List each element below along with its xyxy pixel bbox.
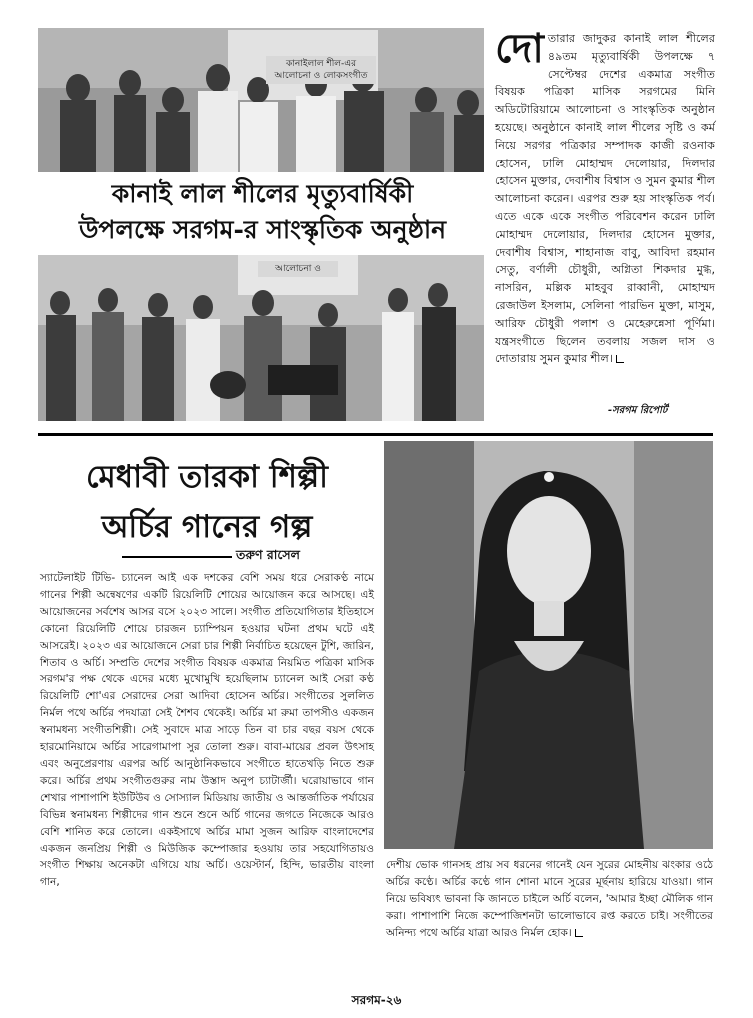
artist-portrait-photo [384,441,713,849]
banner-line-2: আলোচনা ও লোকসংগীত [274,71,368,81]
story2-headline-line1: মেধাবী তারকা শিল্পী [85,459,329,495]
section-divider [38,433,713,436]
event-photo-performance [38,255,484,421]
page-number: সরগম-২৬ [351,993,402,1007]
story2-headline-line2: অর্চির গানের গল্প [101,509,313,545]
photo-banner-text [266,56,376,84]
story1-headline-line1: কানাই লাল শীলের মৃত্যুবার্ষিকী [111,179,414,208]
story1-dropcap: দো [495,25,544,72]
end-mark-icon [616,355,624,363]
photo2-banner-text: আলোচনা ও [258,261,338,277]
story1-credit: -সরগম রিপোর্ট [608,405,668,416]
story2-headline [40,452,374,552]
banner-line-1: কানাইলাল শীল-এর [285,59,357,69]
byline-rule [122,556,232,558]
story1-body [495,25,715,368]
story1-headline [40,176,485,248]
event-photo-top [38,28,484,172]
byline: তরুণ রাসেল [236,547,300,562]
story2-body-right [386,857,713,942]
story1-headline-line2: উপলক্ষে সরগম-র সাংস্কৃতিক অনুষ্ঠান [78,215,447,244]
story2-body-left: স্যাটেলাইট টিভি- চ্যানেল আই এক দশকের বেশি সময় ধরে সেরাকণ্ঠ নামে গানের শিল্পী অন্বেষণের একটি রিয়েলিটি শোয়ের আয়োজন করে আসছে। এই আয়োজনের সর্বশেষ আসর বসে ২০২৩ সালে। সংগীত প্রতিযোগিতার ইতিহাসে কোনো রিয়েলিটি শোয়ে চারজন চ্যাম্পিয়ন হওয়ার ঘটনা প্রথম ঘটে এই আসরেই। ২০২৩ এর আয়োজনে সেরা চার শিল্পী নির্বাচিত হয়েছেন টুশি, জারিন, শিতাব ও অর্চি। সম্প্রতি দেশের সংগীত বিষয়ক একমাত্র নিয়মিত পত্রিকা মাসিক সরগম'র পক্ষ থেকে এদের মধ্যে মুখোমুখি হয়েছিলাম চ্যানেল আই সেরা কণ্ঠ রিয়েলিটি শো'এর সেরাদের সেরা আদিবা হোসেন অর্চির। সংগীতের সুললিত নির্মল পথে অর্চির পদযাত্রা সেই শৈশব থেকেই। অর্চির মা রুমা তাপসীও একজন স্বনামধন্য সংগীতশিল্পী। সেই সুবাদে মাত্র সাড়ে তিন বা চার বছর বয়স থেকে হারমোনিয়ামে অর্চির সারেগামাপা সুর তোলা শুরু। বাবা-মায়ের প্রবল উৎসাহ এবং অনুপ্রেরণায় এরপর অর্চি আনুষ্ঠানিকভাবে সংগীতে হাতেখড়ি নিতে শুরু করে। অর্চির প্রথম সংগীতগুরুর নাম উস্তাদ অনুপ চ্যাটার্জী। ঘরোয়াভাবে গান শেখার পাশাপাশি ইউটিউব ও সোস্যাল মিডিয়ায় জাতীয় ও আন্তর্জাতিক পর্যায়ের বিভিন্ন স্বনামধন্য শিল্পীদের গান শুনে শুনে অর্চি গানের জগতে নিজেকে আরও বেশি শানিত করে তোলে। একইসাথে অর্চির মামা সুজন আরিফ বাংলাদেশের একজন জনপ্রিয় শিল্পী ও মিউজিক কম্পোজার হওয়ায় তার সহযোগিতায়ও সংগীত শিক্ষায় অনেকটা এগিয়ে যায় অর্চি। ওয়েস্টার্ন, হিন্দি, ভারতীয় বাংলা গান, [40,572,374,889]
story2-body-right-text: দেশীয় ভোক গানসহ প্রায় সব ধরনের গানেই যেন সুরের মোহনীয় ঝংকার ওঠে অর্চির কণ্ঠে। অর্চির কণ্ঠে গান শোনা মানে সুরের মূর্ছনায় হারিয়ে যাওয়া। গান নিয়ে ভবিষ্যৎ ভাবনা কি জানতে চাইলে অর্চি বলেন, 'আমার ইচ্ছা মৌলিক গান করা। পাশাপাশি নিজে কম্পোজিশনটা ভালোভাবে রপ্ত করতে চাই। সংগীতের অনিন্দ্য পথে অর্চির যাত্রা আরও নির্মল হোক। [386,859,713,939]
story1-body-text: তারার জাদুকর কানাই লাল শীলের ৪৯তম মৃত্যুবার্ষিকী উপলক্ষে ৭ সেপ্টেম্বর দেশের একমাত্র সংগীত বিষয়ক পত্রিকা মাসিক সরগমের মিনি অডিটোরিয়ামে আলোচনা ও সাংস্কৃতিক অনুষ্ঠান হয়েছে। অনুষ্ঠানে কানাই লাল শীলের সৃষ্টি ও কর্ম নিয়ে সরগর পত্রিকার সম্পাদক কাজী রওনাক হোসেন, ঢালি মোহাম্মদ দেলোয়ার, দিলদার হোসেন মুক্তার, দেবাশীষ বিশ্বাস ও সুমন কুমার শীল আলোচনা করেন। এরপর শুরু হয় সাংস্কৃতিক পর্ব। এতে একে একে সংগীত পরিবেশন করেন ঢালি মোহাম্মদ দেলোয়ার, দিলদার হোসেন মুক্তার, দেবাশীষ বিশ্বাস, শাহানাজ বাবু, আবিদা রহমান সেতু, বর্ণালী চৌধুরী, অগ্নিতা শিকদার মুগ্ধ, নাসরিন, মল্লিক মাহবুব রাব্বানী, মোহাম্মদ রেজাউল ইসলাম, সেলিনা পারভিন মুক্তা, মাসুম, আরিফ চৌধুরী পলাশ ও মেহেরুন্নেসা পূর্ণিমা। যন্ত্রসংগীতে ছিলেন তবলায় সজল দাস ও দোতারায় সুমন কুমার শীল। [495,32,715,366]
end-mark-icon [575,929,583,937]
